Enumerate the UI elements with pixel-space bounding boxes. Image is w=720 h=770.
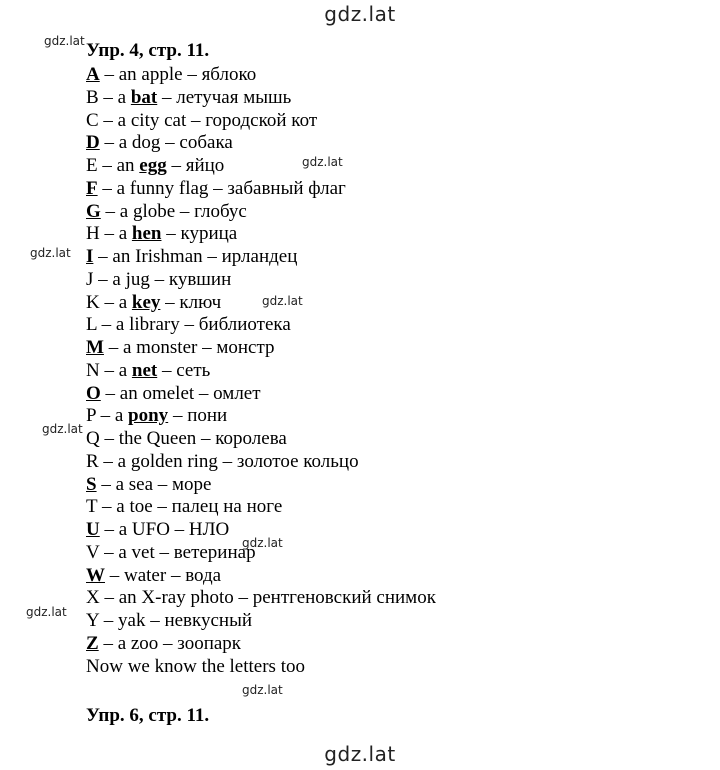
vocabulary-line bbox=[86, 474, 436, 497]
vocabulary-line bbox=[86, 155, 436, 178]
highlighted-word: hen bbox=[131, 223, 162, 245]
line-text: E – an bbox=[86, 155, 140, 176]
vocabulary-line bbox=[86, 405, 436, 428]
line-text: – an apple – яблоко bbox=[99, 64, 257, 85]
vocabulary-line bbox=[86, 223, 436, 246]
line-text: B – a bbox=[86, 86, 131, 108]
highlighted-word: egg bbox=[139, 155, 167, 176]
vocabulary-line bbox=[86, 633, 436, 656]
vocabulary-line bbox=[86, 87, 436, 110]
highlighted-word: D bbox=[86, 132, 100, 154]
watermark-small: gdz.lat bbox=[302, 155, 343, 169]
watermark-small: gdz.lat bbox=[44, 34, 85, 48]
line-text: C – a city cat – городской кот bbox=[86, 109, 318, 131]
vocabulary-line bbox=[86, 64, 436, 87]
highlighted-word: pony bbox=[128, 405, 169, 427]
highlighted-word: U bbox=[86, 519, 100, 540]
watermark-small: gdz.lat bbox=[42, 422, 83, 436]
line-text: X – an X-ray photo – рентгеновский снимок bbox=[86, 587, 436, 609]
highlighted-word: key bbox=[131, 291, 161, 313]
vocabulary-line bbox=[86, 451, 436, 474]
watermark-top: gdz.lat bbox=[324, 2, 396, 26]
line-text: – яйцо bbox=[166, 155, 225, 176]
vocabulary-line bbox=[86, 178, 436, 201]
exercise-4-title: Упр. 4, стр. 11. bbox=[86, 40, 210, 61]
watermark-small: gdz.lat bbox=[30, 246, 71, 260]
line-text: Y – yak – невкусный bbox=[86, 610, 253, 631]
vocabulary-line bbox=[86, 360, 436, 383]
watermark-small: gdz.lat bbox=[262, 294, 303, 308]
line-text: – a zoo – зоопарк bbox=[98, 632, 242, 654]
watermark-small: gdz.lat bbox=[26, 605, 67, 619]
vocabulary-line bbox=[86, 132, 436, 155]
line-text: – a monster – монстр bbox=[103, 337, 275, 358]
vocabulary-line bbox=[86, 201, 436, 224]
highlighted-word: net bbox=[131, 359, 158, 381]
vocabulary-line bbox=[86, 292, 436, 315]
highlighted-word: M bbox=[86, 337, 104, 358]
vocabulary-line bbox=[86, 314, 436, 337]
highlighted-word: I bbox=[86, 246, 94, 267]
watermark-small: gdz.lat bbox=[242, 536, 283, 550]
exercise-6-title: Упр. 6, стр. 11. bbox=[86, 705, 210, 726]
vocabulary-line bbox=[86, 428, 436, 451]
line-text: H – a bbox=[86, 223, 132, 245]
line-text: N – a bbox=[86, 359, 132, 381]
highlighted-word: F bbox=[86, 177, 98, 199]
vocabulary-line bbox=[86, 383, 436, 406]
vocabulary-list bbox=[86, 64, 436, 678]
vocabulary-line bbox=[86, 565, 436, 588]
highlighted-word: W bbox=[86, 564, 105, 586]
highlighted-word: bat bbox=[130, 86, 158, 108]
vocabulary-line bbox=[86, 110, 436, 133]
line-text: – a sea – море bbox=[96, 473, 212, 495]
line-text: – a funny flag – забавный флаг bbox=[97, 177, 346, 199]
watermark-bottom: gdz.lat bbox=[324, 742, 396, 766]
line-text: – курица bbox=[161, 223, 238, 245]
watermark-small: gdz.lat bbox=[242, 683, 283, 697]
highlighted-word: Z bbox=[86, 632, 99, 654]
highlighted-word: G bbox=[86, 200, 101, 222]
line-text: L – a library – библиотека bbox=[86, 314, 291, 336]
line-text: Q – the Queen – королева bbox=[86, 428, 287, 449]
vocabulary-line bbox=[86, 610, 436, 633]
line-text: K – a bbox=[86, 291, 132, 313]
line-text: – ключ bbox=[160, 291, 222, 313]
line-text: P – a bbox=[86, 405, 129, 427]
vocabulary-line bbox=[86, 587, 436, 610]
line-text: – сеть bbox=[157, 359, 211, 381]
line-text: V – a vet – ветеринар bbox=[86, 541, 256, 563]
vocabulary-line bbox=[86, 246, 436, 269]
vocabulary-line bbox=[86, 269, 436, 292]
line-text: R – a golden ring – золотое кольцо bbox=[86, 450, 359, 472]
line-text: – an Irishman – ирландец bbox=[93, 246, 298, 267]
line-text: – a UFO – НЛО bbox=[99, 519, 230, 540]
vocabulary-line bbox=[86, 337, 436, 360]
line-text: – a globe – глобус bbox=[100, 200, 247, 222]
line-text: T – a toe – палец на ноге bbox=[86, 496, 283, 518]
line-text: – an omelet – омлет bbox=[100, 382, 261, 404]
line-text: J – a jug – кувшин bbox=[86, 268, 232, 290]
line-text: – water – вода bbox=[105, 564, 222, 586]
line-text: – a dog – собака bbox=[99, 132, 233, 154]
line-text: – пони bbox=[168, 405, 228, 427]
vocabulary-line bbox=[86, 656, 436, 679]
line-text: – летучая мышь bbox=[157, 86, 292, 108]
line-text: Now we know the letters too bbox=[86, 655, 305, 677]
highlighted-word: A bbox=[86, 64, 100, 85]
vocabulary-line bbox=[86, 496, 436, 519]
highlighted-word: S bbox=[86, 473, 97, 495]
highlighted-word: O bbox=[86, 382, 101, 404]
